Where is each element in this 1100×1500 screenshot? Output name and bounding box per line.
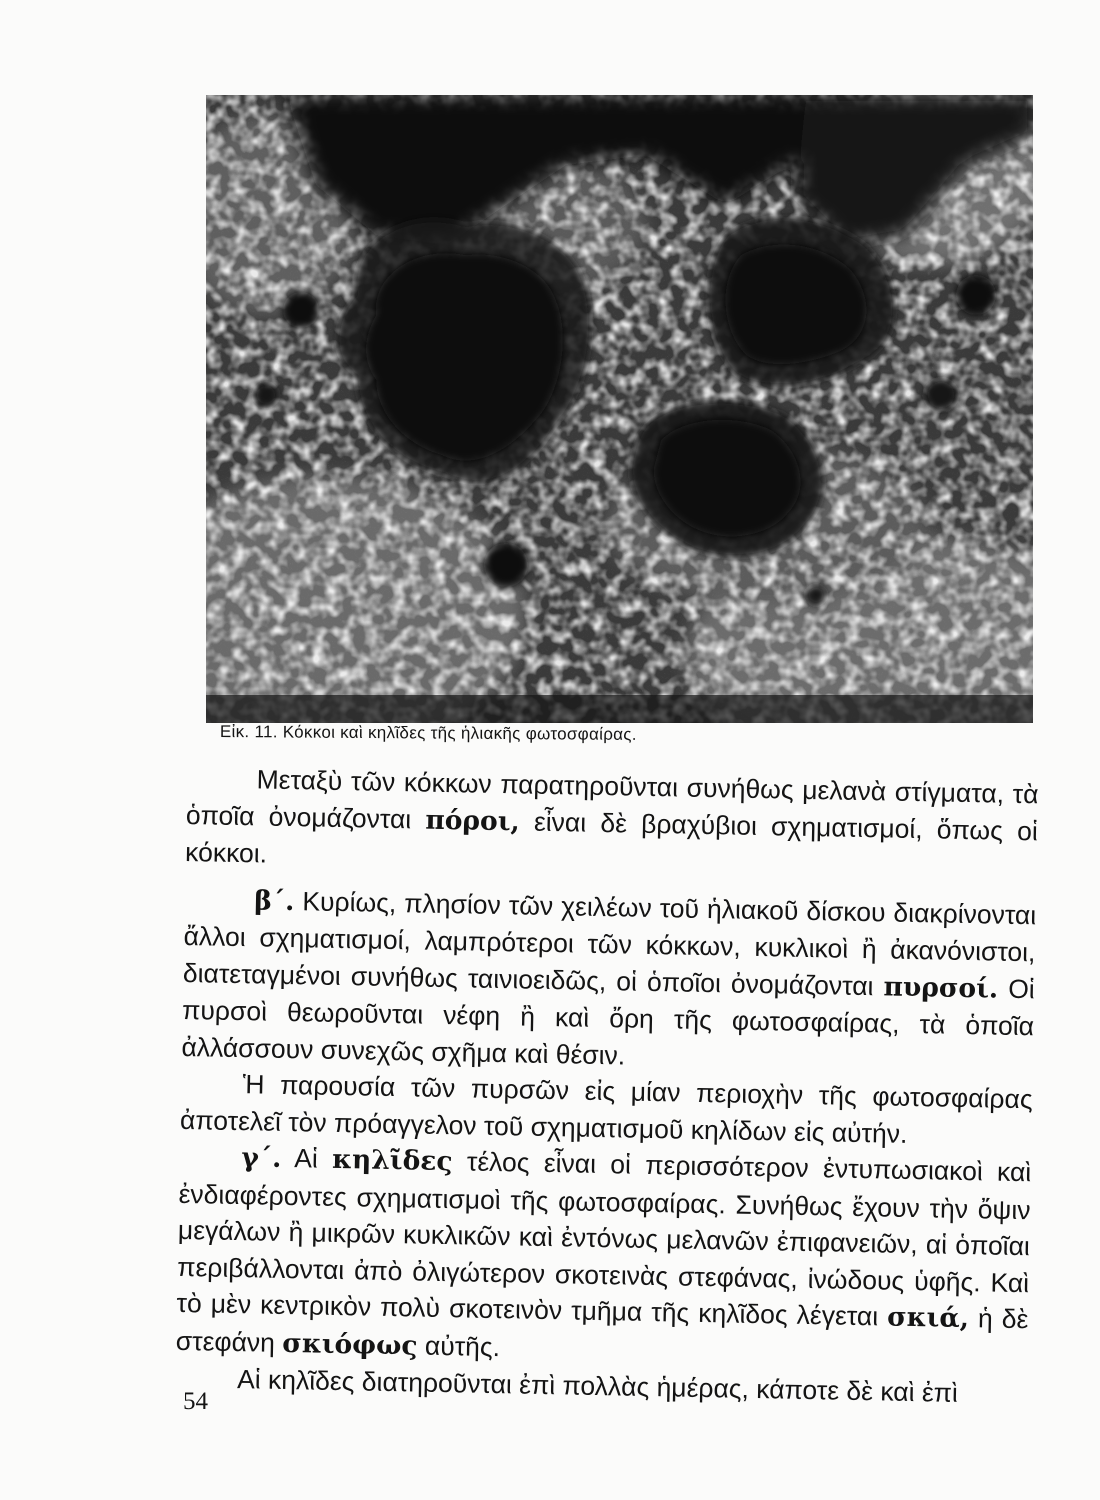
term-kelides: κηλῖδες [331,1143,453,1178]
paragraph-duration: Αἱ κηλῖδες διατηροῦνται ἐπὶ πολλὰς ἡμέρας, κάποτε δὲ καὶ ἐπὶ [236,1364,959,1408]
term-poroi: πόροι, [425,804,521,837]
figure-caption: Εἰκ. 11. Κόκκοι καὶ κηλῖδες τῆς ἡλιακῆς φωτοσφαίρας. [219,722,637,744]
paragraph-faculae: β΄. Κυρίως, πλησίον τῶν χειλέων τοῦ ἡλιακοῦ δίσκου διακρίνονται ἄλλοι σχηματισμοί, λαμπρότεροι τῶν κόκκων, κυκλικοὶ ἢ ἀκανόνιστοι, διατεταγμένοι συνήθως ταινιοειδῶς, οἱ ὁποῖοι ὀνομάζονται πυρσοί. Οἱ πυρσοὶ θεωροῦνται νέφη ἢ καὶ ὄρη τῆς φωτοσφαίρας, τὰ ὁποῖα ἀλλάσσουν συνεχῶς σχῆμα καὶ θέσιν. [181,884,1037,1070]
section-marker-gamma: γ΄. [241,1142,282,1174]
page-number: 54 [183,1388,208,1415]
body-text [175,760,1039,1413]
sunspot-photograph [206,95,1033,723]
bottom-edge-shade [206,695,1033,723]
paragraph-sunspots: γ΄. Αἱ κηλῖδες τέλος εἶναι οἱ περισσότερον ἐντυπωσιακοὶ καὶ ἐνδιαφέροντες σχηματισμοὶ τῆς φωτοσφαίρας. Συνήθως ἔχουν τὴν ὄψιν μεγάλων ἢ μικρῶν κυκλικῶν καὶ ἐντόνως μελανῶν ἐπιφανειῶν, αἱ ὁποῖαι περιβάλλονται ἀπὸ ὀλιγώτερον σκοτεινὰς στεφάνας, ἰνώδους ὑφῆς. Καὶ τὸ μὲν κεντρικὸν πολὺ σκοτεινὸν τμῆμα τῆς κηλῖδος λέγεται σκιά, ἡ δὲ στεφάνη σκιόφως αὐτῆς. [175,1142,1032,1362]
term-pyrsoi: πυρσοί. [883,970,999,1005]
paragraph-pores: Μεταξὺ τῶν κόκκων παρατηροῦνται συνήθως μελανὰ στίγματα, τὰ ὁποῖα ὀνομάζονται πόροι, εἶναι δὲ βραχύβιοι σχηματισμοί, ὅπως οἱ κόκκοι. [184,764,1039,869]
section-marker-beta: β΄. [254,884,295,917]
term-skiofos: σκιόφως [282,1327,418,1362]
paragraph-faculae-precursor: Ἡ παρουσία τῶν πυρσῶν εἰς μίαν περιοχὴν τῆς φωτοσφαίρας ἀποτελεῖ τὸν πρόαγγελον τοῦ σχηματισμοῦ κηλίδων εἰς αὐτήν. [179,1069,1033,1149]
term-skia: σκιά, [886,1301,970,1335]
